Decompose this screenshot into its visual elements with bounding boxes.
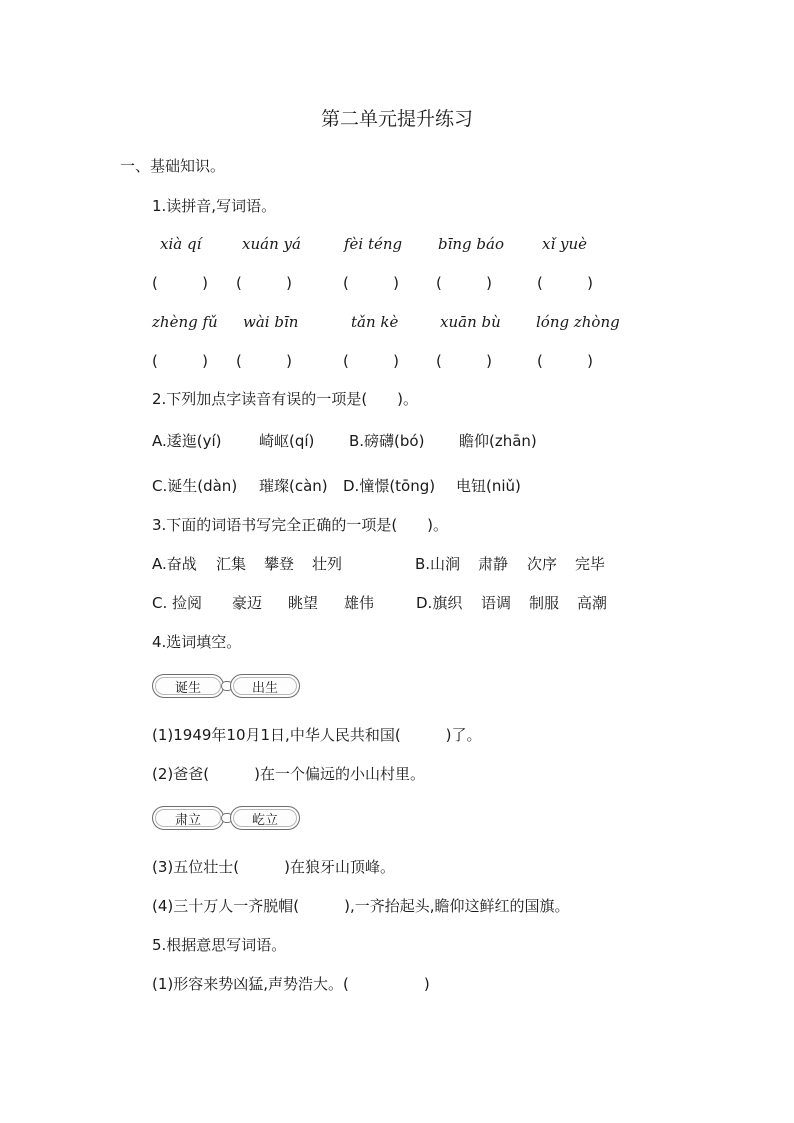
paren-open: ( bbox=[236, 352, 242, 370]
option-b[interactable]: B.磅礴(bó) bbox=[349, 432, 425, 450]
word-choice: 屹立 bbox=[251, 812, 278, 828]
answer-blank[interactable] bbox=[236, 351, 292, 371]
paren-open: ( bbox=[537, 274, 543, 292]
word-choice-box bbox=[230, 674, 300, 698]
paren-close: ) bbox=[486, 274, 492, 292]
answer-blank[interactable] bbox=[152, 351, 208, 371]
answer-blank[interactable] bbox=[236, 273, 292, 293]
option-item: 电钮(niǔ) bbox=[456, 477, 521, 495]
word-choice-box bbox=[152, 806, 224, 830]
paren-open: ( bbox=[436, 274, 442, 292]
option-item: 肃静 bbox=[478, 555, 509, 573]
paren-close: ) bbox=[587, 352, 593, 370]
section-heading: 一、基础知识。 bbox=[120, 157, 226, 175]
page-title: 第二单元提升练习 bbox=[320, 108, 473, 130]
word-choice: 诞生 bbox=[174, 680, 201, 696]
option-item: 高潮 bbox=[577, 594, 608, 612]
option-item: 完毕 bbox=[575, 555, 606, 573]
option-d[interactable]: D.憧憬(tōng) bbox=[343, 477, 436, 495]
definition-1: (1)形容来势凶猛,声势浩大。( ) bbox=[152, 975, 430, 993]
option-item: 语调 bbox=[481, 594, 512, 612]
paren-open: ( bbox=[343, 274, 349, 292]
answer-blank[interactable] bbox=[537, 351, 593, 371]
answer-blank[interactable] bbox=[343, 351, 399, 371]
option-b[interactable]: B.山涧 bbox=[415, 555, 461, 573]
paren-close: ) bbox=[286, 274, 292, 292]
answer-blank[interactable] bbox=[343, 273, 399, 293]
answer-blank[interactable] bbox=[152, 273, 208, 293]
pinyin-5: xǐ yuè bbox=[542, 235, 588, 253]
pinyin-3: fèi téng bbox=[344, 235, 403, 253]
option-c[interactable]: C. 捡阅 bbox=[152, 594, 203, 612]
q4-heading: 4.选词填空。 bbox=[152, 633, 242, 651]
paren-open: ( bbox=[537, 352, 543, 370]
paren-close: ) bbox=[393, 274, 399, 292]
answer-blank[interactable] bbox=[436, 351, 492, 371]
option-item: 瞻仰(zhān) bbox=[459, 432, 537, 450]
option-a[interactable]: A.逶迤(yí) bbox=[152, 432, 222, 450]
option-item: 次序 bbox=[527, 555, 558, 573]
pinyin-8: tǎn kè bbox=[351, 313, 399, 331]
fill-sentence-3: (3)五位壮士( )在狼牙山顶峰。 bbox=[152, 858, 395, 876]
pinyin-6: zhèng fǔ bbox=[152, 313, 218, 331]
paren-close: ) bbox=[202, 352, 208, 370]
word-choice: 肃立 bbox=[174, 812, 201, 828]
paren-close: ) bbox=[202, 274, 208, 292]
q1-heading: 1.读拼音,写词语。 bbox=[152, 197, 277, 215]
pinyin-9: xuān bù bbox=[440, 313, 501, 331]
fill-sentence-2: (2)爸爸( )在一个偏远的小山村里。 bbox=[152, 765, 425, 783]
pinyin-10: lóng zhòng bbox=[536, 313, 620, 331]
paren-close: ) bbox=[393, 352, 399, 370]
option-item: 雄伟 bbox=[344, 594, 375, 612]
q5-heading: 5.根据意思写词语。 bbox=[152, 936, 287, 954]
option-item: 攀登 bbox=[264, 555, 295, 573]
paren-open: ( bbox=[343, 352, 349, 370]
q3-heading: 3.下面的词语书写完全正确的一项是( )。 bbox=[152, 516, 449, 534]
word-choice: 出生 bbox=[251, 680, 278, 696]
fill-sentence-1: (1)1949年10月1日,中华人民共和国( )了。 bbox=[152, 726, 482, 744]
option-item: 崎岖(qí) bbox=[259, 432, 315, 450]
pinyin-4: bīng báo bbox=[438, 235, 505, 253]
fill-sentence-4: (4)三十万人一齐脱帽( ),一齐抬起头,瞻仰这鲜红的国旗。 bbox=[152, 897, 570, 915]
paren-open: ( bbox=[152, 274, 158, 292]
pinyin-1: xià qí bbox=[160, 235, 202, 253]
option-item: 壮列 bbox=[312, 555, 343, 573]
paren-open: ( bbox=[436, 352, 442, 370]
option-c[interactable]: C.诞生(dàn) bbox=[152, 477, 238, 495]
pinyin-2: xuán yá bbox=[242, 235, 301, 253]
word-choice-box bbox=[152, 674, 224, 698]
paren-open: ( bbox=[152, 352, 158, 370]
option-item: 璀璨(càn) bbox=[259, 477, 328, 495]
option-d[interactable]: D.旗织 bbox=[416, 594, 463, 612]
option-item: 眺望 bbox=[288, 594, 319, 612]
paren-open: ( bbox=[236, 274, 242, 292]
option-item: 汇集 bbox=[216, 555, 247, 573]
paren-close: ) bbox=[486, 352, 492, 370]
q2-heading: 2.下列加点字读音有误的一项是( )。 bbox=[152, 390, 419, 408]
paren-close: ) bbox=[286, 352, 292, 370]
answer-blank[interactable] bbox=[436, 273, 492, 293]
paren-close: ) bbox=[587, 274, 593, 292]
option-a[interactable]: A.奋战 bbox=[152, 555, 197, 573]
answer-blank[interactable] bbox=[537, 273, 593, 293]
word-choice-box bbox=[230, 806, 300, 830]
option-item: 豪迈 bbox=[232, 594, 263, 612]
pinyin-7: wài bīn bbox=[243, 313, 299, 331]
option-item: 制服 bbox=[529, 594, 560, 612]
